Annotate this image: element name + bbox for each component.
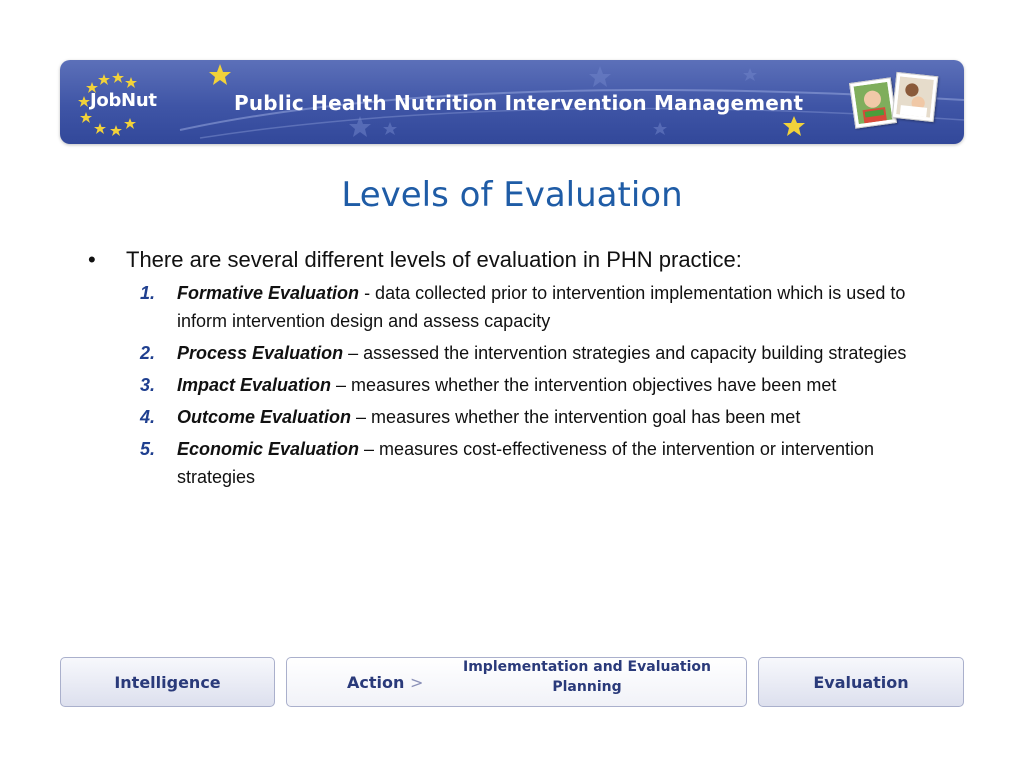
slide-content — [88, 245, 948, 495]
logo-text: JobNut — [90, 90, 157, 111]
item-term: Outcome Evaluation — [177, 407, 352, 427]
tab-action-label: Action — [347, 673, 405, 692]
tab-implementation-label[interactable]: Implementation and Evaluation Planning — [463, 659, 711, 695]
item-text — [177, 435, 948, 491]
list-item — [140, 279, 948, 335]
item-text — [177, 403, 800, 431]
tab-evaluation[interactable] — [758, 657, 964, 707]
child-photo — [849, 77, 897, 128]
item-number: 2. — [140, 343, 156, 363]
item-description: – measures whether the intervention objectives have been met — [331, 375, 837, 395]
list-item — [140, 371, 948, 399]
intro-text: There are several different levels of evaluation in PHN practice: — [126, 247, 742, 272]
item-number: 4. — [140, 407, 156, 427]
item-term: Impact Evaluation — [177, 375, 332, 395]
item-description: – measures cost-effectiveness of the intervention or intervention strategies — [177, 439, 874, 487]
list-item — [140, 339, 948, 367]
tab-intelligence[interactable] — [60, 657, 275, 707]
item-number: 3. — [140, 375, 156, 395]
item-description: – assessed the intervention strategies and capacity building strategies — [343, 343, 907, 363]
list-item — [140, 403, 948, 431]
mother-baby-photo — [892, 72, 939, 122]
header-photos — [846, 72, 946, 140]
tab-action[interactable] — [286, 657, 747, 707]
tab-intelligence-label: Intelligence — [114, 672, 221, 692]
item-term: Process Evaluation — [177, 343, 344, 363]
evaluation-levels-list — [140, 279, 948, 491]
item-text — [177, 339, 906, 367]
tab-evaluation-label: Evaluation — [813, 672, 909, 692]
item-number: 1. — [140, 283, 156, 303]
bullet-icon: • — [88, 247, 96, 272]
intro-bullet — [88, 245, 948, 275]
banner-title: Public Health Nutrition Intervention Management — [234, 91, 804, 115]
item-description: - data collected prior to intervention implementation which is used to inform intervention design and assess capacity — [177, 283, 906, 331]
item-number: 5. — [140, 439, 156, 459]
tab-action-label-group — [347, 673, 423, 692]
item-text — [177, 279, 948, 335]
item-term: Formative Evaluation — [177, 283, 360, 303]
chevron-right-icon: > — [409, 673, 424, 692]
item-text — [177, 371, 836, 399]
item-term: Economic Evaluation — [177, 439, 360, 459]
header-banner — [60, 60, 964, 144]
slide-title: Levels of Evaluation — [341, 175, 683, 215]
item-description: – measures whether the intervention goal has been met — [351, 407, 801, 427]
list-item — [140, 435, 948, 491]
